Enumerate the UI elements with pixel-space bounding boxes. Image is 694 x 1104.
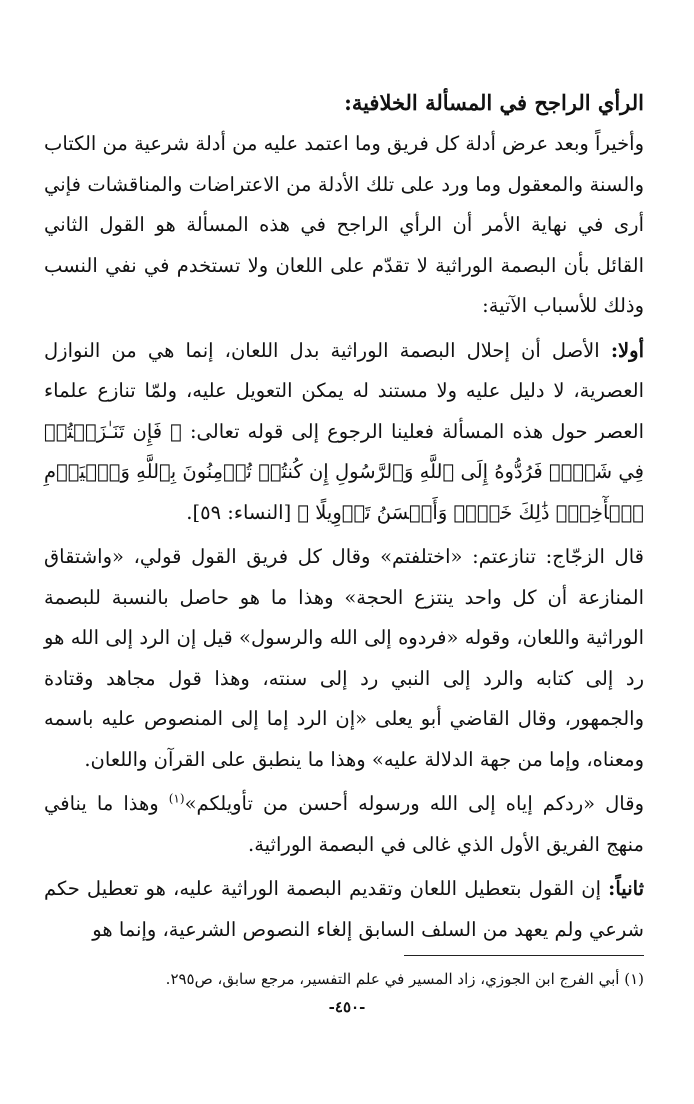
footnote-reference: (١) bbox=[168, 791, 185, 806]
second-reason-label: ثانياً: bbox=[608, 877, 644, 900]
radd-quote: وقال «ردكم إياه إلى الله ورسوله أحسن من تأويلكم» bbox=[184, 792, 644, 815]
first-reason-text: الأصل أن إحلال البصمة الوراثية بدل اللعان، إنما هي من النوازل العصرية، لا دليل عليه ولا مستند له يمكن التعويل عليه، ولمّا تنازع علماء العصر حول هذه المسألة فعلينا الرجوع إلى قوله تعالى: bbox=[44, 338, 644, 443]
radd-text: وهذا ما ينافي منهج الفريق الأول الذي غالى في البصمة الوراثية. bbox=[44, 792, 644, 856]
page-number: -٤٥٠- bbox=[328, 998, 366, 1016]
first-reason-paragraph bbox=[44, 331, 644, 534]
quran-verse: ﴿ فَإِن تَنَـٰزَعۡتُمۡ فِي شَيۡءٖ فَرُدُّوهُ إِلَى ٱللَّهِ وَٱلرَّسُولِ إِن كُنتُمۡ تُؤۡمِنُونَ بِٱللَّهِ وَٱلۡيَوۡمِ ٱلۡأٓخِرِۚ ذَٰلِكَ خَيۡرٞ وَأَحۡسَنُ تَأۡوِيلًا ﴾ bbox=[44, 419, 644, 524]
verse-citation: [النساء: ٥٩]. bbox=[186, 500, 298, 524]
second-reason-text: إن القول بتعطيل اللعان وتقديم البصمة الوراثية عليه، هو تعطيل حكم شرعي ولم يعهد من السلف السابق إلغاء النصوص الشرعية، وإنما هو bbox=[44, 877, 644, 941]
intro-paragraph: وأخيراً وبعد عرض أدلة كل فريق وما اعتمد عليه من أدلة شرعية من الكتاب والسنة والمعقول وما ورد على تلك الأدلة من الاعتراضات والمناقشات فإني أرى في نهاية الأمر أن الرأي الراجح في هذه المسألة هو القول الثاني القائل بأن البصمة الوراثية لا تقدّم على اللعان ولا تستخدم في نفي النسب وذلك للأسباب الآتية: bbox=[44, 132, 644, 317]
body-text bbox=[44, 86, 644, 950]
footnote-divider bbox=[404, 955, 644, 956]
section-heading: الرأي الراجح في المسألة الخلافية: bbox=[344, 90, 644, 115]
first-reason-label: أولا: bbox=[610, 338, 644, 362]
second-reason-paragraph bbox=[44, 869, 644, 950]
zajjaj-paragraph: قال الزجّاج: تنازعتم: «اختلفتم» وقال كل فريق القول قولي، «واشتقاق المنازعة أن كل واحد ينتزع الحجة» وهذا ما هو حاصل بالنسبة للبصمة الوراثية واللعان، وقوله «فردوه إلى الله والرسول» قيل إن الرد إلى الله هو رد إلى كتابه والرد إلى النبي رد إلى سنته، وهذا قول مجاهد وقتادة والجمهور، وقال القاضي أبو يعلى «إن الرد إما إلى المنصوص عليه باسمه ومعناه، وإما من جهة الدلالة عليه» وهذا ما ينطبق على القرآن واللعان. bbox=[44, 545, 644, 771]
footnote: (١) أبي الفرج ابن الجوزي، زاد المسير في علم التفسير، مرجع سابق، ص٢٩٥. bbox=[165, 970, 644, 988]
radd-paragraph bbox=[44, 784, 644, 865]
